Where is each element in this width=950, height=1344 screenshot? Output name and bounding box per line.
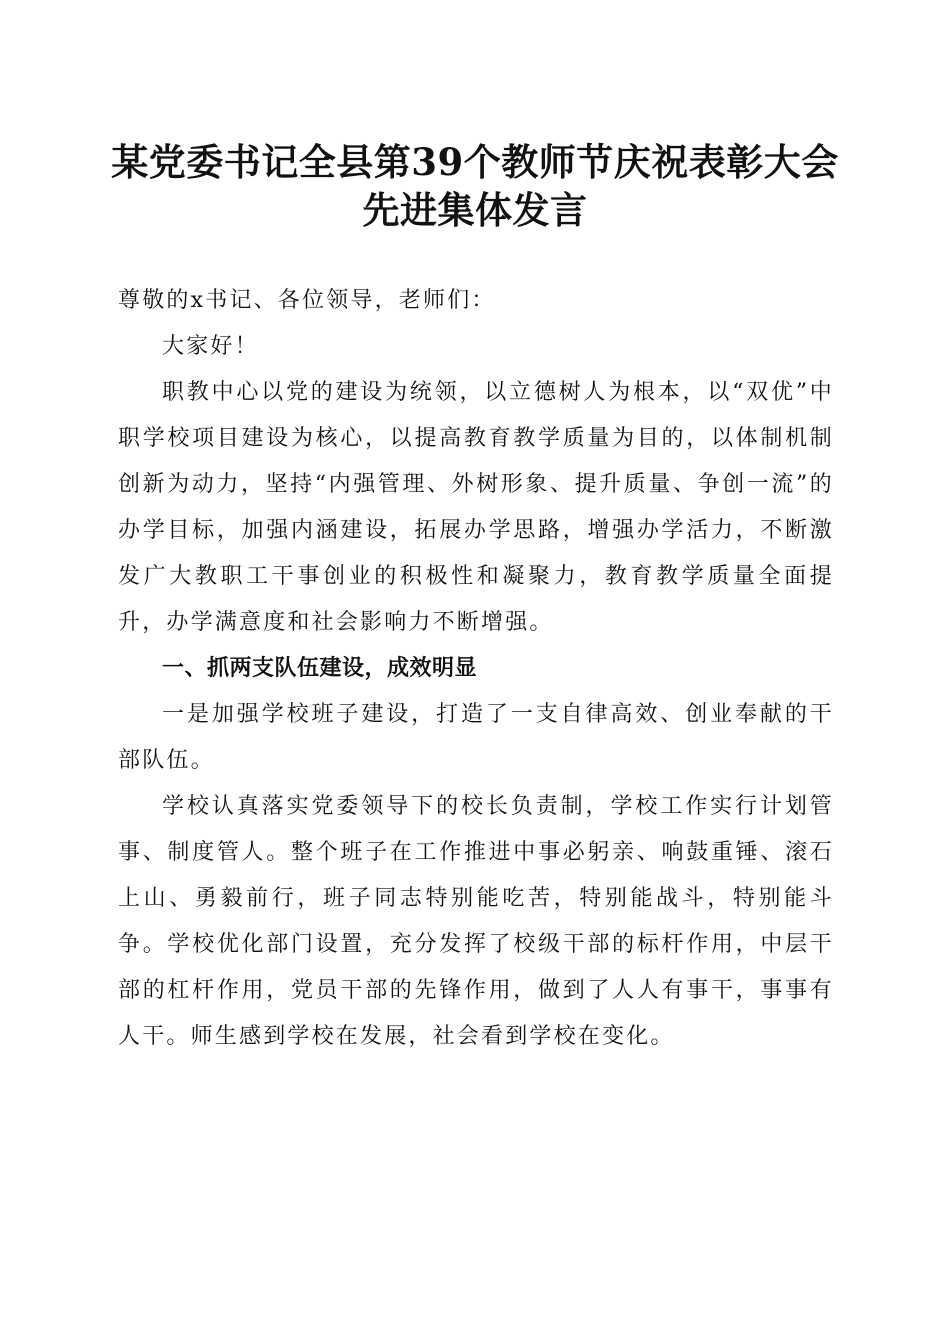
paragraph-leadership: 学校认真落实党委领导下的校长负责制，学校工作实行计划管事、制度管人。整个班子在工作推进中事必躬亲、响鼓重锤、滚石上山、勇毅前行，班子同志特别能吃苦，特别能战斗，特别能斗争。学校优化部门设置，充分发挥了校级干部的标杆作用，中层干部的杠杆作用，党员干部的先锋作用，做到了人人有事干，事事有人干。师生感到学校在发展，社会看到学校在变化。 (118, 794, 834, 1049)
greeting: 大家好！ (162, 334, 259, 359)
section-1-point-1: 一是加强学校班子建设，打造了一支自律高效、创业奉献的干部队伍。 (118, 702, 834, 773)
section-heading-1: 一、抓两支队伍建设，成效明显 (162, 656, 478, 681)
salutation: 尊敬的x书记、各位领导，老师们： (118, 288, 496, 313)
document-title-line-1: 某党委书记全县第39个教师节庆祝表彰大会 (111, 140, 839, 184)
paragraph-intro: 职教中心以党的建设为统领，以立德树人为根本，以“双优”中职学校项目建设为核心，以提高教育教学质量为目的，以体制机制创新为动力，坚持“内强管理、外树形象、提升质量、争创一流”的办学目标，加强内涵建设，拓展办学思路，增强办学活力，不断激发广大教职工干事创业的积极性和凝聚力，教育教学质量全面提升，办学满意度和社会影响力不断增强。 (118, 380, 834, 635)
document-body (118, 278, 834, 1060)
document-title-line-2: 先进集体发言 (362, 188, 588, 232)
